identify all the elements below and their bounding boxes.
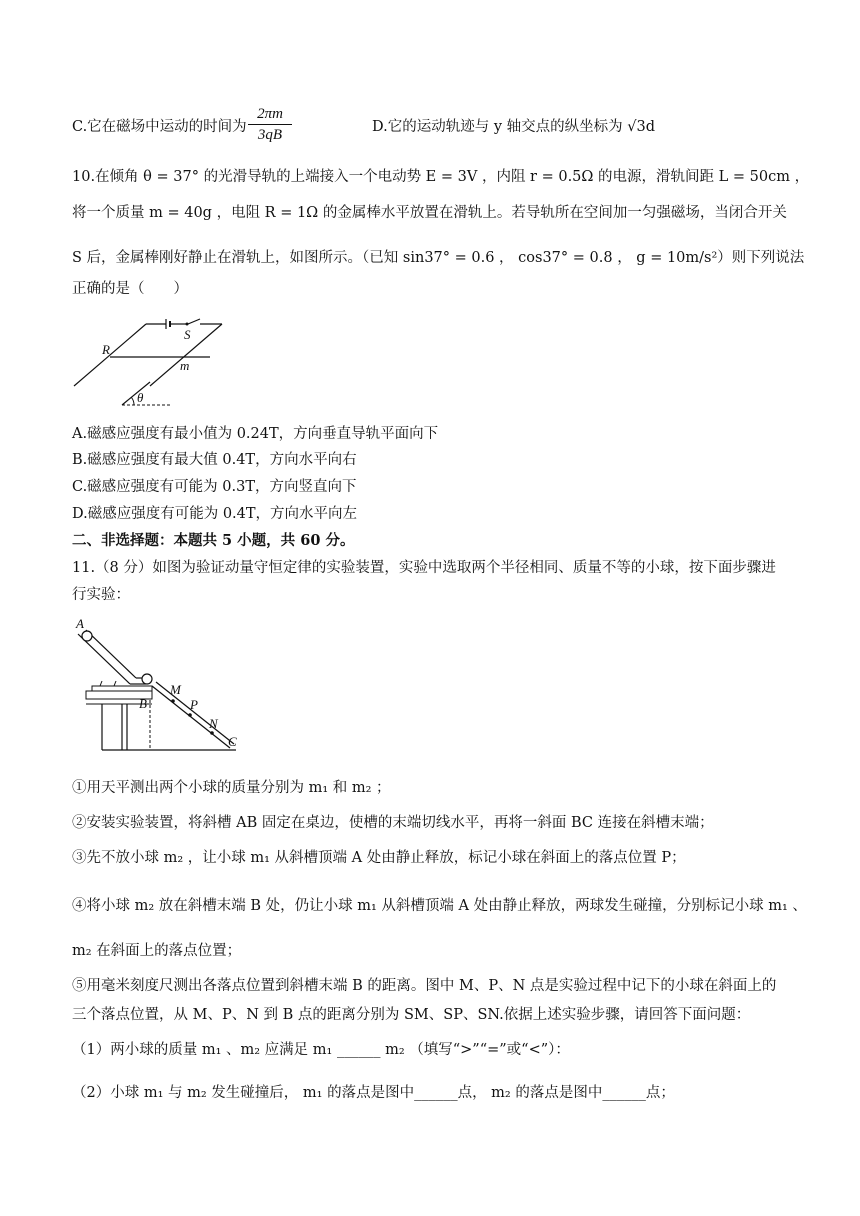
q11-step-5b: 三个落点位置，从 M、P、N 到 B 点的距离分别为 SM、SP、SN.依据上述实验步骤，请回答下面问题： (72, 1007, 751, 1023)
q11-apparatus-figure (72, 616, 248, 756)
section-heading: 二、非选择题：本题共 5 小题，共 60 分。 (72, 532, 355, 549)
q11-subquestion-1: （1）两小球的质量 m₁ 、m₂ 应满足 m₁ ______ m₂ （填写“>”“=”或“<”）： (72, 1042, 570, 1058)
label-b: B (139, 696, 147, 711)
label-theta: θ (137, 390, 144, 405)
q11-step-3: ③先不放小球 m₂ ，让小球 m₁ 从斜槽顶端 A 处由静止释放，标记小球在斜面上的落点位置 P； (72, 850, 686, 866)
label-a: A (76, 616, 84, 631)
q11-step-2: ②安装实验装置，将斜槽 AB 固定在桌边，使槽的末端切线水平，再将一斜面 BC 连接在斜槽末端； (72, 815, 714, 831)
label-c: C (228, 734, 237, 749)
q11-step-5a: ⑤用毫米刻度尺测出各落点位置到斜槽末端 B 的距离。图中 M、P、N 点是实验过程中记下的小球在斜面上的 (72, 978, 777, 994)
q11-intro-2: 行实验： (72, 587, 130, 603)
q11-step-4b: m₂ 在斜面上的落点位置； (72, 943, 242, 959)
q10-option-b: B.磁感应强度有最大值 0.4T，方向水平向右 (72, 452, 357, 468)
q11-intro-1: 11.（8 分）如图为验证动量守恒定律的实验装置，实验中选取两个半径相同、质量不等的小球，按下面步骤进 (72, 560, 776, 576)
label-m: M (170, 682, 181, 697)
q9-option-d: D.它的运动轨迹与 y 轴交点的纵坐标为 √3d (372, 119, 655, 135)
fraction-denominator: 3qB (257, 127, 283, 143)
q10-line-2: 将一个质量 m = 40g ，电阻 R = 1Ω 的金属棒水平放置在滑轨上。若导轨所在空间加一匀强磁场，当闭合开关 (72, 205, 787, 221)
label-m: m (180, 358, 190, 373)
fraction-numerator: 2πm (248, 104, 292, 125)
q10-line-1: 10.在倾角 θ = 37° 的光滑导轨的上端接入一个电动势 E = 3V ，内阻 r = 0.5Ω 的电源，滑轨间距 L = 50cm ， (72, 169, 810, 185)
q10-option-a: A.磁感应强度有最小值为 0.24T，方向垂直导轨平面向下 (72, 426, 439, 442)
q9-option-c-text: C.它在磁场中运动的时间为 (72, 119, 247, 135)
q11-step-4a: ④将小球 m₂ 放在斜槽末端 B 处，仍让小球 m₁ 从斜槽顶端 A 处由静止释放，两球发生碰撞，分别标记小球 m₁ 、 (72, 898, 807, 914)
label-n: N (209, 716, 218, 731)
q11-step-1: ①用天平测出两个小球的质量分别为 m₁ 和 m₂ ； (72, 780, 391, 796)
label-r: R (102, 342, 110, 357)
q10-option-d: D.磁感应强度有可能为 0.4T，方向水平向左 (72, 506, 358, 522)
q9-option-c (72, 116, 247, 138)
q10-line-4: 正确的是（ ） (72, 281, 188, 297)
label-p: P (190, 697, 198, 712)
q9-option-c-fraction (248, 104, 292, 145)
q10-option-c: C.磁感应强度有可能为 0.3T，方向竖直向下 (72, 479, 357, 495)
label-s: S (184, 327, 191, 342)
q10-rail-circuit-figure (70, 316, 230, 410)
q10-line-3: S 后，金属棒刚好静止在滑轨上，如图所示。（已知 sin37° = 0.6 ， cos37° = 0.8 ， g = 10m/s²）则下列说法 (72, 250, 805, 266)
q11-subquestion-2: （2）小球 m₁ 与 m₂ 发生碰撞后， m₁ 的落点是图中______点， m₂ 的落点是图中______点； (72, 1085, 675, 1101)
